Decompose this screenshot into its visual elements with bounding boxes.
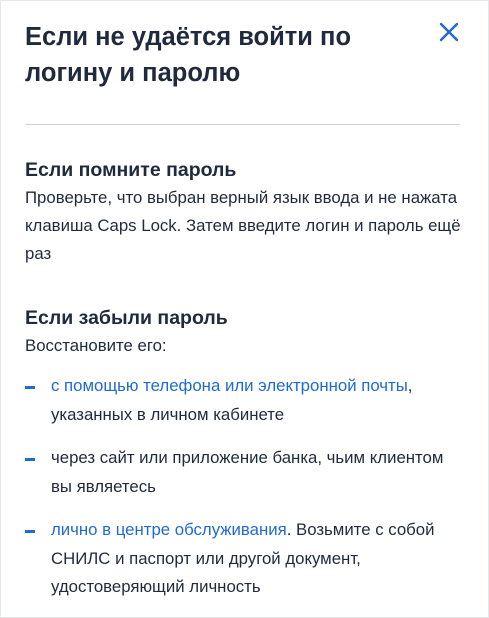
- list-item-text: . Возьмите с собой СНИЛС и паспорт или другой документ, удостоверяющий личность: [51, 520, 435, 596]
- list-item-text: через сайт или приложение банка, чьим клиентом вы являетесь: [51, 448, 444, 496]
- list-item-text: , указанных в личном кабинете: [51, 376, 413, 424]
- list-item: [25, 444, 462, 501]
- close-icon[interactable]: [438, 21, 460, 43]
- dash-bullet-icon: [25, 530, 35, 533]
- section-text: Проверьте, что выбран верный язык ввода и не нажата клавиша Caps Lock. Затем введите логин и пароль ещё раз: [25, 188, 461, 263]
- recovery-options-list: [25, 372, 462, 602]
- section-forgot-password: [25, 306, 462, 602]
- service-center-link[interactable]: лично в центре обслуживания: [51, 520, 287, 539]
- dash-bullet-icon: [25, 458, 35, 461]
- section-remember-password: [25, 158, 462, 268]
- list-item: [25, 372, 462, 429]
- dash-bullet-icon: [25, 386, 35, 389]
- dialog-header: [25, 15, 462, 91]
- list-item: [25, 516, 462, 602]
- section-title: Если помните пароль: [25, 159, 237, 181]
- section-title: Если забыли пароль: [25, 307, 228, 329]
- header-divider: [25, 124, 460, 125]
- dialog-title: Если не удаётся войти по логину и паролю: [25, 23, 352, 87]
- section-text: Восстановите его:: [25, 336, 167, 355]
- phone-email-recovery-link[interactable]: с помощью телефона или электронной почты: [51, 376, 408, 395]
